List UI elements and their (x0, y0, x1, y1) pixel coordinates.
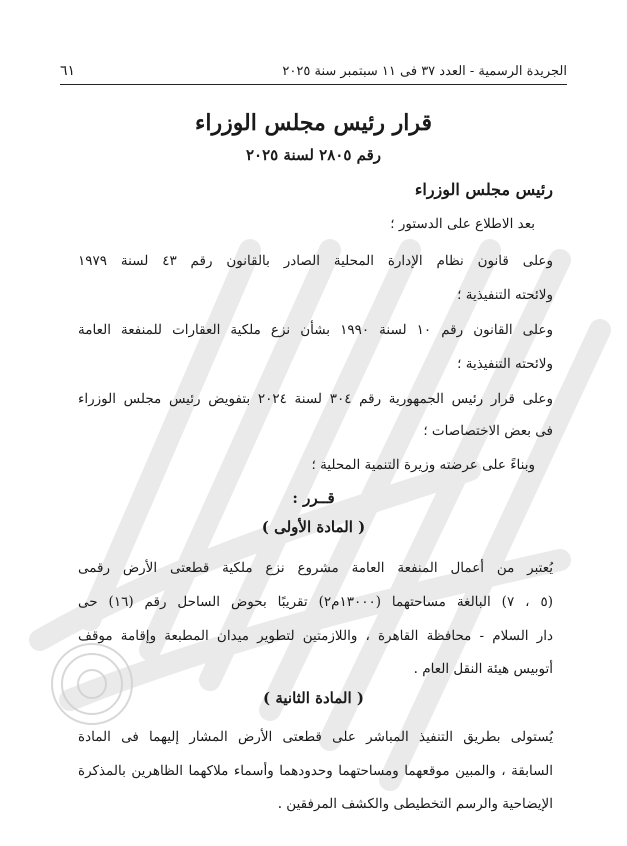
preamble-line: وعلى قرار رئيس الجمهورية رقم ٣٠٤ لسنة ٢٠٢٤ بتفويض رئيس مجلس الوزراء (78, 391, 553, 407)
decree-title: قرار رئيس مجلس الوزراء (194, 110, 432, 136)
article-1-heading: ( المادة الأولى ) (261, 518, 366, 536)
article-1-line: دار السلام - محافظة القاهرة ، واللازمتين لتطوير ميدان المطبعة وإقامة موقف (78, 628, 553, 644)
decree-issuer: رئيس مجلس الوزراء (414, 180, 553, 199)
article-2-line: الإيضاحية والرسم التخطيطى والكشف المرفقين . (277, 796, 553, 812)
preamble-line: وبناءً على عرضته وزيرة التنمية المحلية ؛ (311, 457, 535, 473)
decision-heading: قــرر : (292, 489, 335, 507)
article-2-heading: ( المادة الثانية ) (263, 689, 364, 707)
preamble-line: ولائحته التنفيذية ؛ (457, 356, 553, 372)
page-header (60, 58, 567, 85)
preamble-line: فى بعض الاختصاصات ؛ (423, 423, 553, 439)
preamble-line: ولائحته التنفيذية ؛ (457, 287, 553, 303)
article-1-line: أتوبيس هيئة النقل العام . (413, 661, 553, 677)
article-1-line: يُعتبر من أعمال المنفعة العامة مشروع نزع ملكية قطعتى الأرض رقمى (78, 560, 553, 576)
article-1-line: (٥ ، ٧) البالغة مساحتهما (١٣٠٠٠م٢) تقريبًا بحوض الساحل رقم (١٦) حى (78, 594, 553, 610)
seal-icon (52, 644, 132, 724)
preamble-line: وعلى القانون رقم ١٠ لسنة ١٩٩٠ بشأن نزع ملكية العقارات للمنفعة العامة (78, 322, 553, 338)
page-number: ٦١ (60, 63, 76, 79)
preamble-line: بعد الاطلاع على الدستور ؛ (390, 216, 535, 232)
article-2-line: يُستولى بطريق التنفيذ المباشر على قطعتى الأرض المشار إليهما فى المادة (78, 729, 553, 745)
decree-number: رقم ٢٨٠٥ لسنة ٢٠٢٥ (245, 146, 382, 164)
preamble-line: وعلى قانون نظام الإدارة المحلية الصادر بالقانون رقم ٤٣ لسنة ١٩٧٩ (78, 253, 553, 269)
running-title: الجريدة الرسمية - العدد ٣٧ فى ١١ سبتمبر سنة ٢٠٢٥ (282, 63, 567, 79)
article-2-line: السابقة ، والمبين موقعهما ومساحتهما وحدودهما وأسماء ملاكهما الظاهرين بالمذكرة (78, 763, 553, 779)
